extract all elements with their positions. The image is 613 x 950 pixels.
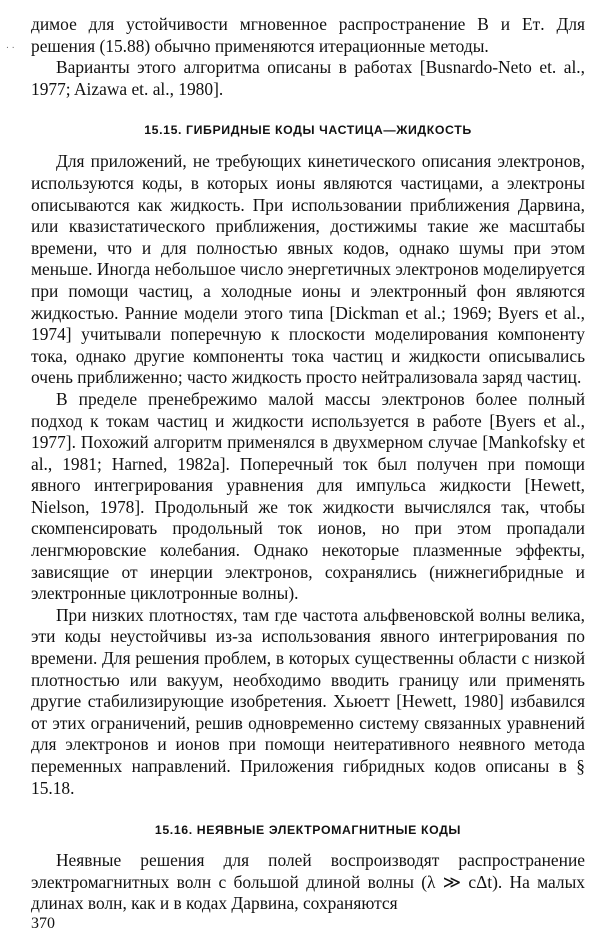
page-number: 370 <box>31 915 55 932</box>
paragraph-hybrid-intro: Для приложений, не требующих кинетического описания электронов, используются коды, в которых ионы являются частицами, а электроны описываются как жидкость. При использовании приближения Дарвина, или квазистатического приближения, достижимы такие же масштабы времени, что и для полностью явных кодов, однако шумы при этом меньше. Иногда небольшое число энергетичных электронов моделируется при помощи частиц, а холодные ионы и электронный фон являются жидкостью. Ранние модели этого типа [Dickman et al.; 1969; Byers et al., 1974] учитывали поперечную к плоскости моделирования компоненту тока, однако другие компоненты тока частиц и жидкости описывались очень приближенно; часто жидкость просто нейтрализовала заряд частиц. <box>31 151 585 388</box>
section-heading-15-15: 15.15. ГИБРИДНЫЕ КОДЫ ЧАСТИЦА—ЖИДКОСТЬ <box>144 123 472 138</box>
paragraph-low-density: При низких плотностях, там где частота альфвеновской волны велика, эти коды неустойчивы из-за использования явного интегрирования по времени. Для решения проблем, в которых существенны области с низкой плотностью или вакуум, необходимо вводить границу или применять другие стабилизирующие изобретения. Хьюетт [Hewett, 1980] избавился от этих ограничений, решив одновременно систему связанных уравнений для электронов и ионов при помощи неитеративного неявного метода переменных направлений. Приложения гибридных кодов описаны в § 15.18. <box>31 604 585 798</box>
paragraph-massless-electrons: В пределе пренебрежимо малой массы электронов более полный подход к токам частиц и жидкости используется в работе [Byers et al., 1977]. Похожий алгоритм применялся в двухмерном случае [Mankofsky et al., 1981; Harned, 1982a]. Поперечный ток был получен при помощи явного интегрирования уравнения для импульса жидкости [Hewett, Nielson, 1978]. Продольный же ток жидкости вычислялся так, чтобы скомпенсировать продольный ток ионов, но при этом пропадали ленгмюровские колебания. Однако некоторые плазменные эффекты, зависящие от инерции электронов, сохранялись (нижнегибридные и электронные циклотронные волны). <box>31 388 585 604</box>
scan-specks: . . <box>6 41 15 51</box>
paragraph-variants: Варианты этого алгоритма описаны в работах [Busnardo-Neto et. al., 1977; Aizawa et. al., 1980]. <box>31 57 585 99</box>
section-heading-15-16: 15.16. НЕЯВНЫЕ ЭЛЕКТРОМАГНИТНЫЕ КОДЫ <box>154 823 462 838</box>
paragraph-implicit-em: Неявные решения для полей воспроизводят распространение электромагнитных волн с большой длиной волны (λ ≫ cΔt). На малых длинах волн, как и в кодах Дарвина, сохраняются <box>31 850 585 914</box>
paragraph-continuation: димое для устойчивости мгновенное распространение B и Eᴛ. Для решения (15.88) обычно применяются итерационные методы. <box>31 14 585 56</box>
document-page <box>31 14 585 915</box>
